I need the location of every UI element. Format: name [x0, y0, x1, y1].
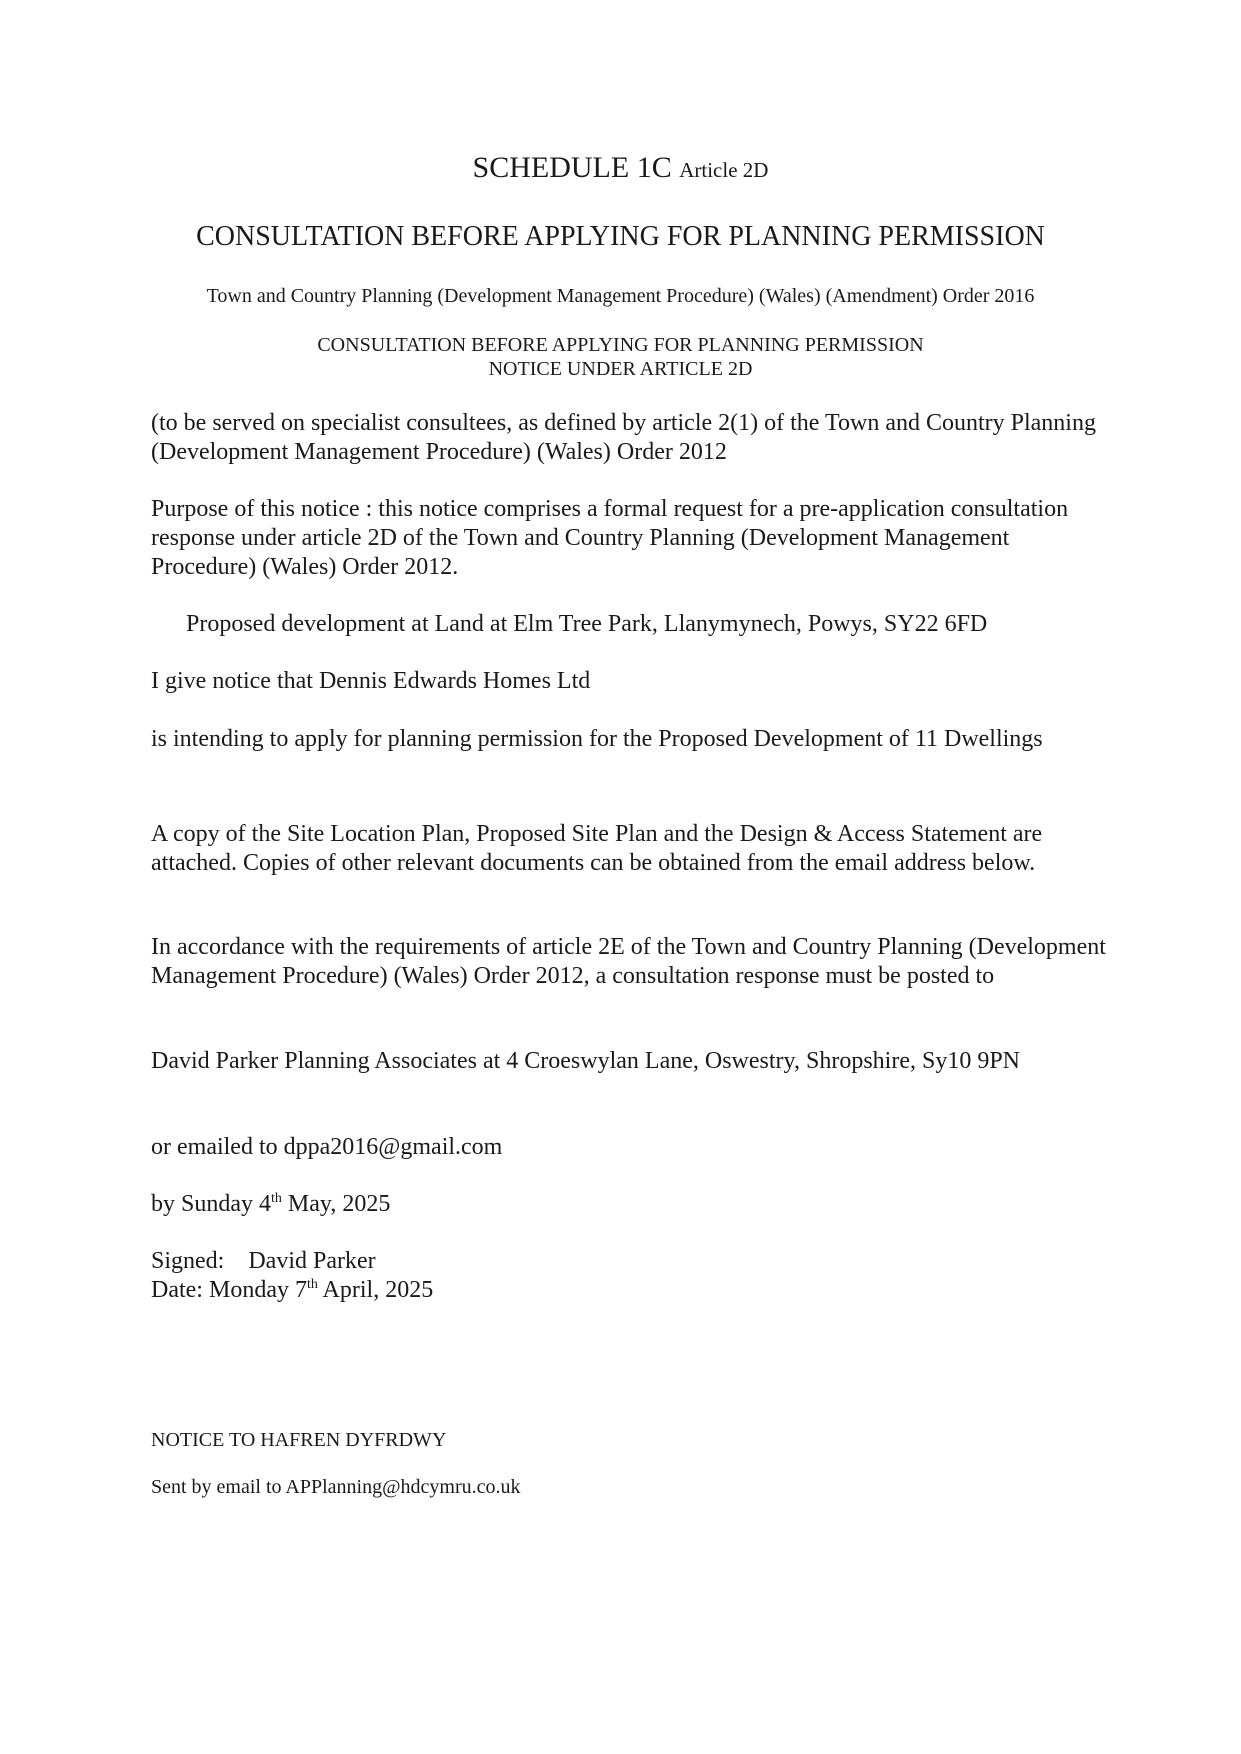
copy-attached-paragraph: A copy of the Site Location Plan, Proposed Site Plan and the Design & Access Statement are attached. Copies of other relevant documents can be obtained from the email address below. [151, 821, 1043, 876]
proposed-development-paragraph: Proposed development at Land at Elm Tree Park, Llanymynech, Powys, SY22 6FD [186, 611, 988, 637]
signed-line [151, 1247, 1111, 1276]
signatory-name: David Parker [248, 1248, 376, 1274]
sub-heading-line-1: CONSULTATION BEFORE APPLYING FOR PLANNING PERMISSION [317, 334, 924, 356]
deadline-prefix: by Sunday 4 [151, 1191, 271, 1217]
signed-label: Signed: [151, 1248, 225, 1274]
schedule-label: SCHEDULE 1C [472, 151, 672, 184]
sent-by-email: Sent by email to APPlanning@hdcymru.co.uk [151, 1476, 521, 1498]
notice-sub-heading [0, 333, 1241, 381]
served-on-paragraph: (to be served on specialist consultees, as defined by article 2(1) of the Town and Country Planning (Development Management Procedure) (Wales) Order 2012 [151, 410, 1096, 465]
email-paragraph: or emailed to dppa2016@gmail.com [151, 1134, 503, 1160]
order-title: Town and Country Planning (Development Management Procedure) (Wales) (Amendment) Order 2016 [206, 285, 1035, 307]
main-heading: CONSULTATION BEFORE APPLYING FOR PLANNING PERMISSION [196, 221, 1045, 252]
schedule-article: Article 2D [679, 158, 769, 182]
date-prefix: Date: Monday 7 [151, 1277, 307, 1303]
schedule-title [0, 150, 1241, 188]
deadline-rest: May, 2025 [281, 1191, 391, 1217]
give-notice-paragraph: I give notice that Dennis Edwards Homes Ltd [151, 668, 591, 694]
accordance-paragraph: In accordance with the requirements of article 2E of the Town and Country Planning (Development Management Procedure) (Wales) Order 2012, a consultation response must be posted to [151, 934, 1106, 989]
sub-heading-line-2: NOTICE UNDER ARTICLE 2D [488, 358, 753, 380]
purpose-paragraph: Purpose of this notice : this notice comprises a formal request for a pre-application consultation response under article 2D of the Town and Country Planning (Development Management Procedure) (Wales) Order 2012. [151, 496, 1069, 580]
date-line [151, 1276, 1111, 1305]
date-ordinal: th [306, 1277, 318, 1292]
intending-paragraph: is intending to apply for planning permission for the Proposed Development of 11 Dwellings [151, 726, 1043, 752]
date-rest: April, 2025 [317, 1277, 434, 1303]
notice-recipient: NOTICE TO HAFREN DYFRDWY [151, 1429, 447, 1451]
deadline-paragraph [151, 1190, 1111, 1219]
deadline-ordinal: th [271, 1191, 282, 1206]
postal-address-paragraph: David Parker Planning Associates at 4 Croeswylan Lane, Oswestry, Shropshire, Sy10 9PN [151, 1048, 1020, 1074]
